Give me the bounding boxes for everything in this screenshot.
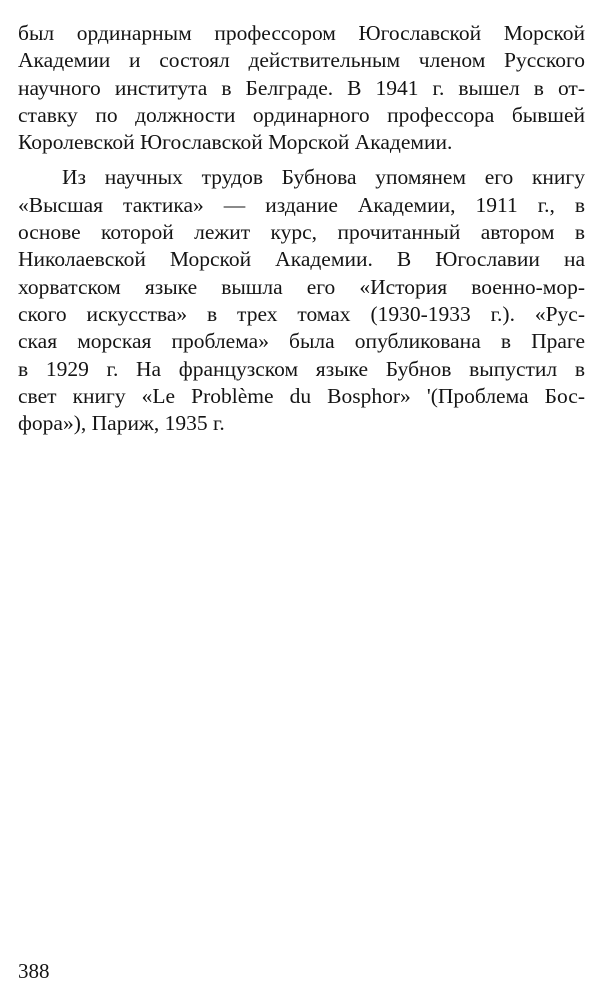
text-line: Николаевской Морской Академии. В Югославии на (18, 247, 585, 272)
text-line: Королевской Югославской Морской Академии. (18, 130, 453, 155)
text-line: Из научных трудов Бубнова упомянем его книгу (62, 165, 585, 190)
text-line: свет книгу «Le Problème du Bosphor» '(Проблема Бос- (18, 383, 585, 408)
text-line: «Высшая тактика» — издание Академии, 1911 г., в (18, 192, 585, 217)
page-number: 388 (18, 959, 50, 983)
text-line: был ординарным профессором Югославской Морской (18, 21, 585, 45)
page-body (18, 20, 585, 437)
paragraph-2 (18, 164, 585, 437)
text-line: основе которой лежит курс, прочитанный автором в (18, 220, 585, 245)
text-line: Академии и состоял действительным членом Русского (18, 48, 585, 73)
text-line: фора»), Париж, 1935 г. (18, 411, 225, 436)
paragraph-1 (18, 20, 585, 156)
text-line: в 1929 г. На французском языке Бубнов выпустил в (18, 356, 585, 381)
text-line: ского искусства» в трех томах (1930-1933 г.). «Рус- (18, 301, 585, 326)
text-line: хорватском языке вышла его «История военно-мор- (18, 274, 585, 299)
text-line: ская морская проблема» была опубликована в Праге (18, 329, 585, 354)
text-line: ставку по должности ординарного профессора бывшей (18, 102, 585, 127)
text-line: научного института в Белграде. В 1941 г. вышел в от- (18, 75, 585, 100)
